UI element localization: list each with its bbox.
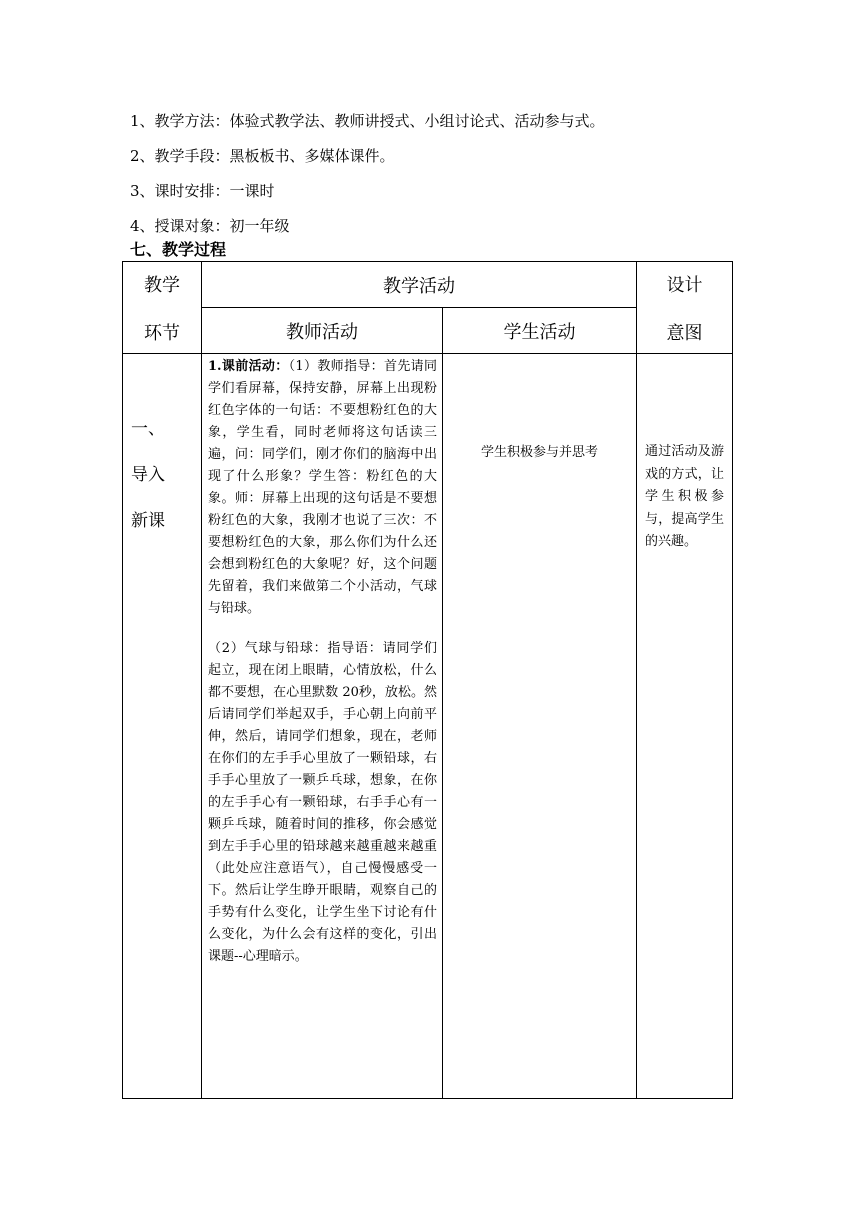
list-item-audience: 4、授课对象：初一年级 bbox=[130, 217, 290, 235]
list-item-means: 2、教学手段：黑板板书、多媒体课件。 bbox=[130, 147, 395, 165]
teacher-text-1: （1）教师指导：首先请同学们看屏幕，保持安静，屏幕上出现粉红色字体的一句话：不要想粉红色的大象，学生看，同时老师将这句话读三遍，问：同学们，刚才你们的脑海中出现了什么形象？学生答：粉红色的大象。师：屏幕上出现的这句话是不要想粉红色的大象，我刚才也说了三次：不要想粉红色的大象，那么你们为什么还会想到粉红色的大象呢？好，这个问题先留着，我们来做第二个小活动，气球与铅球。 bbox=[208, 359, 437, 616]
stage-line2: 导入 bbox=[131, 465, 165, 485]
section-heading: 七、教学过程 bbox=[130, 240, 227, 259]
intent-cell bbox=[637, 354, 733, 1099]
stage-line3: 新课 bbox=[131, 511, 165, 531]
teaching-info-list bbox=[130, 104, 750, 244]
teacher-paragraph-2: （2）气球与铅球：指导语：请同学们起立，现在闭上眼睛，心情放松，什么都不要想，在心里默数 20秒，放松。然后请同学们举起双手，手心朝上向前平伸，然后，请同学们想象，现在，老师在你们的左手手心里放了一颗铅球，右手手心里放了一颗乒乓球，想象，在你的左手手心有一颗铅球，右手手心有一颗乒乓球，随着时间的推移，你会感觉到左手手心里的铅球越来越重越来越重（此处应注意语气），自己慢慢感受一下。然后让学生睁开眼睛，观察自己的手势有什么变化，让学生坐下讨论有什么变化，为什么会有这样的变化，引出课题--心理暗示。 bbox=[208, 641, 437, 964]
student-activity-text: 学生积极参与并思考 bbox=[480, 445, 598, 460]
header-student: 学生活动 bbox=[443, 308, 637, 354]
list-item-schedule: 3、课时安排：一课时 bbox=[130, 182, 275, 200]
header-stage-line2: 环节 bbox=[144, 322, 180, 344]
student-activity-cell bbox=[443, 354, 637, 1099]
teacher-label: 1.课前活动： bbox=[208, 359, 289, 374]
header-teacher: 教师活动 bbox=[202, 308, 443, 354]
teacher-activity-cell bbox=[202, 354, 443, 1099]
header-intent-cell bbox=[637, 262, 733, 354]
list-item-method: 1、教学方法：体验式教学法、教师讲授式、小组讨论式、活动参与式。 bbox=[130, 112, 605, 130]
header-stage-line1: 教学 bbox=[144, 274, 180, 296]
teaching-process-table bbox=[122, 261, 733, 1099]
intent-text: 通过活动及游戏的方式，让学生积极参与，提高学生的兴趣。 bbox=[645, 444, 724, 549]
stage-line1: 一、 bbox=[131, 419, 165, 439]
header-activity: 教学活动 bbox=[202, 262, 637, 308]
header-stage-cell bbox=[123, 262, 202, 354]
stage-cell bbox=[123, 354, 202, 1099]
header-intent-line1: 设计 bbox=[666, 274, 703, 296]
teacher-paragraph-1 bbox=[208, 356, 437, 620]
header-intent-line2: 意图 bbox=[666, 322, 703, 344]
